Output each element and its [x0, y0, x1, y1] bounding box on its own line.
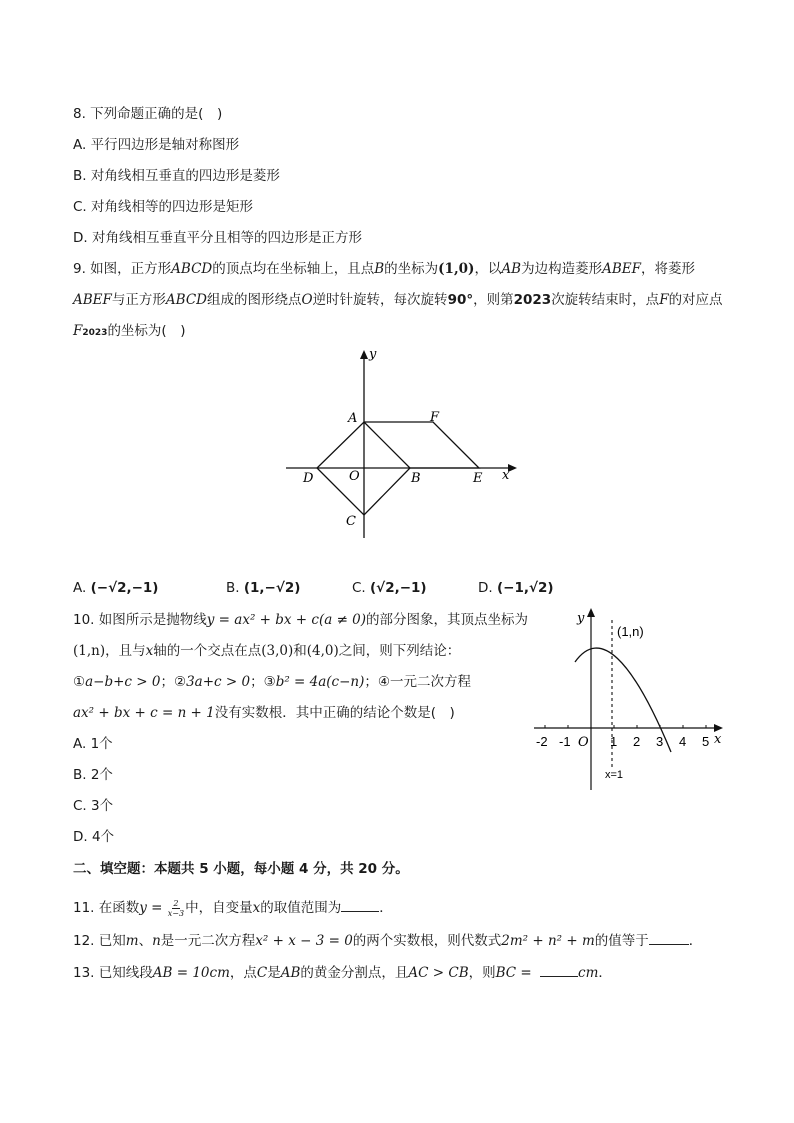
q10-tick-label: -2 — [536, 734, 548, 749]
q9-option-d: D. (−1,√2) — [478, 580, 554, 596]
q11-fraction: $\frac{2}{x-3}$ — [167, 898, 185, 918]
q8-stem: 8. 下列命题正确的是( ) — [73, 106, 223, 122]
q12-stem: 12. 已知m、n是一元二次方程x² + x − 3 = 0的两个实数根，则代数式2m² + n² + m的值等于 ． — [73, 930, 702, 951]
q10-y-arrow-icon — [587, 608, 595, 617]
q9-y-arrow-icon — [360, 350, 368, 359]
q9-stem-line1: 9. 如图，正方形ABCD的顶点均在坐标轴上，且点B的坐标为(1,0)，以AB为边构造菱形ABEF，将菱形 — [73, 261, 696, 277]
q9-label-e: E — [473, 471, 483, 486]
q8-option-d: D. 对角线相互垂直平分且相等的四边形是正方形 — [73, 230, 362, 246]
q9-stem-line3: F2023的坐标为( ) — [73, 323, 186, 339]
q9-option-a: A. (−√2,−1) — [73, 580, 159, 596]
q9-label-a: A — [348, 411, 358, 426]
q9-x-arrow-icon — [508, 464, 517, 472]
q10-option-d: D. 4个 — [73, 829, 115, 845]
q9-label-b: B — [411, 471, 421, 486]
q9-label-c: C — [346, 514, 356, 529]
q8-option-c: C. 对角线相等的四边形是矩形 — [73, 199, 254, 215]
q9-option-c: C. (√2,−1) — [352, 580, 427, 596]
q9-stem-line2: ABEF与正方形ABCD组成的图形绕点O逆时针旋转，每次旋转90°，则第2023次旋转结束时，点F的对应点 — [73, 292, 723, 308]
q9-label-x: x — [502, 468, 510, 483]
q9-label-y: y — [369, 347, 377, 362]
q9-figure — [280, 345, 520, 545]
q10-tick-label: 5 — [702, 734, 710, 749]
q10-label-y: y — [577, 611, 585, 626]
q10-option-a: A. 1个 — [73, 736, 113, 752]
q12-answer-blank[interactable] — [649, 930, 689, 945]
q10-tick-label: 2 — [633, 734, 641, 749]
q10-tick-label: 3 — [656, 734, 664, 749]
q10-stem-line2: (1,n)，且与x轴的一个交点在点(3,0)和(4,0)之间，则下列结论： — [73, 643, 461, 659]
q10-stem-line3: ①a−b+c > 0；②3a+c > 0；③b² = 4a(c−n)；④一元二次方程 — [73, 674, 471, 690]
q10-tick-label: -1 — [559, 734, 571, 749]
section-title: 二、填空题：本题共 5 小题，每小题 4 分，共 20 分。 — [73, 861, 409, 877]
q9-label-o: O — [349, 469, 360, 484]
q11-stem: 11. 在函数y = $\frac{2}{x-3}$ 中，自变量x的取值范围为 ． — [73, 898, 393, 918]
q8-option-b: B. 对角线相互垂直的四边形是菱形 — [73, 168, 280, 184]
q10-tick-label: 1 — [610, 734, 618, 749]
q9-label-d: D — [303, 471, 314, 486]
q10-label-axis: x=1 — [605, 769, 624, 781]
q9-rhombus-abef — [364, 422, 479, 468]
q10-graph — [528, 600, 728, 800]
q13-stem: 13. 已知线段AB = 10cm，点C是AB的黄金分割点，且AC > CB，则BC = cm． — [73, 962, 612, 983]
q10-label-origin: O — [578, 735, 589, 750]
q10-tick-label: 4 — [679, 734, 687, 749]
q13-answer-blank[interactable] — [540, 962, 578, 977]
q9-option-b: B. (1,−√2) — [226, 580, 301, 596]
q10-stem-line1: 10. 如图所示是抛物线y = ax² + bx + c(a ≠ 0)的部分图象，其顶点坐标为 — [73, 612, 529, 628]
q10-stem-line4: ax² + bx + c = n + 1没有实数根．其中正确的结论个数是( ) — [73, 705, 455, 721]
q11-answer-blank[interactable] — [341, 897, 379, 912]
q10-label-vertex: (1,n) — [617, 624, 644, 639]
q10-x-arrow-icon — [714, 724, 723, 732]
q9-label-f: F — [430, 410, 440, 425]
q10-option-c: C. 3个 — [73, 798, 114, 814]
q10-option-b: B. 2个 — [73, 767, 113, 783]
q10-label-x: x — [714, 732, 722, 747]
q8-option-a: A. 平行四边形是轴对称图形 — [73, 137, 240, 153]
